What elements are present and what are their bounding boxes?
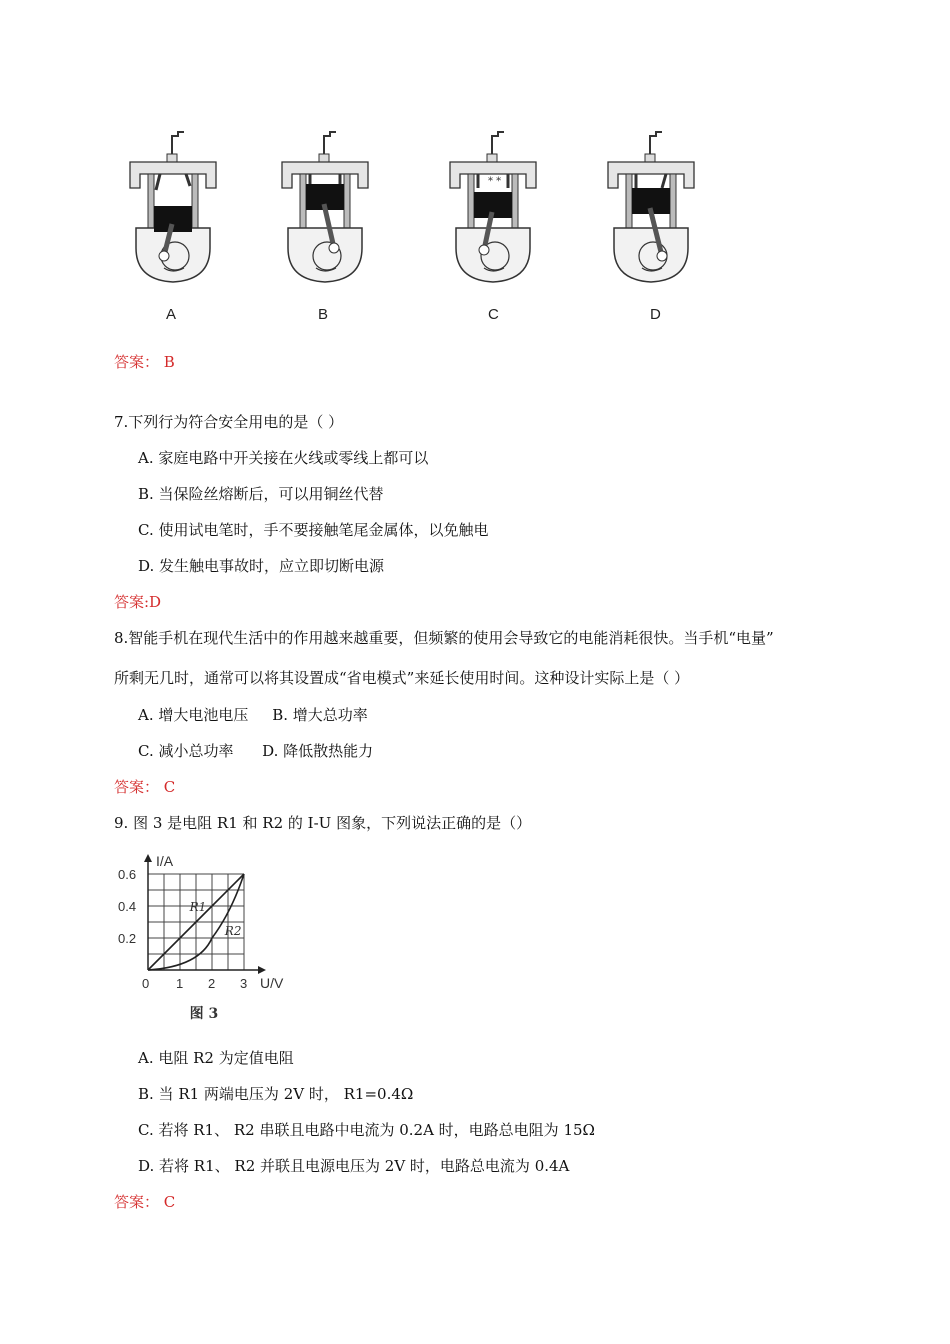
q7-option-c: C. 使用试电笔时，手不要接触笔尾金属体，以免触电 — [138, 521, 489, 539]
y-tick-label: 0.6 — [118, 867, 137, 882]
x-tick-label: 2 — [208, 976, 216, 991]
q7-option-b: B. 当保险丝熔断后，可以用铜丝代替 — [138, 485, 384, 503]
y-tick-label: 0.4 — [118, 899, 137, 914]
q9-option-a: A. 电阻 R2 为定值电阻 — [138, 1049, 294, 1067]
engine-a-icon — [130, 132, 216, 282]
q9-option-b: B. 当 R1 两端电压为 2V 时， R1=0.4Ω — [138, 1085, 414, 1103]
y-axis-arrow — [144, 854, 152, 862]
q7-option-d: D. 发生触电事故时，应立即切断电源 — [138, 557, 385, 575]
q8-options-row2: C. 减小总功率 D. 降低散热能力 — [138, 742, 374, 760]
q8-answer: 答案： C — [114, 778, 176, 796]
engine-label-c: C — [488, 306, 499, 323]
figure-caption: 图 3 — [189, 1006, 219, 1022]
q9-option-c: C. 若将 R1、 R2 串联且电路中电流为 0.2A 时，电路总电阻为 15Ω — [138, 1121, 595, 1139]
q9-option-d: D. 若将 R1、 R2 并联且电源电压为 2V 时，电路总电流为 0.4A — [138, 1157, 570, 1175]
q9-answer: 答案： C — [114, 1193, 176, 1211]
q6-answer: 答案： B — [114, 353, 175, 371]
y-tick-label: 0.2 — [118, 931, 137, 946]
q9-stem: 9. 图 3 是电阻 R1 和 R2 的 I-U 图象，下列说法正确的是（） — [114, 814, 532, 832]
y-axis-label: I/A — [156, 853, 174, 869]
r1-series-label: R1 — [189, 899, 207, 914]
q8-options-row1: A. 增大电池电压 B. 增大总功率 — [138, 706, 368, 724]
x-axis-arrow — [258, 966, 266, 974]
q8-stem-line1: 8.智能手机在现代生活中的作用越来越重要，但频繁的使用会导致它的电能消耗很快。当手机“电量” — [114, 629, 774, 647]
engine-b-icon — [282, 132, 368, 282]
svg-text:* *: * * — [488, 176, 502, 187]
x-tick-label: 1 — [176, 976, 184, 991]
q7-option-a: A. 家庭电路中开关接在火线或零线上都可以 — [138, 449, 429, 467]
q7-stem: 7.下列行为符合安全用电的是（ ） — [114, 413, 344, 431]
x-axis-label: U/V — [260, 975, 284, 991]
engine-c-icon — [450, 132, 536, 282]
x-tick-label: 0 — [142, 976, 150, 991]
engine-d-icon — [608, 132, 694, 282]
q8-stem-line2: 所剩无几时，通常可以将其设置成“省电模式”来延长使用时间。这种设计实际上是（ ） — [114, 669, 690, 687]
q7-answer: 答案:D — [114, 593, 162, 611]
engine-label-d: D — [650, 306, 661, 323]
engine-label-a: A — [166, 306, 177, 323]
r2-series-label: R2 — [224, 923, 242, 938]
x-tick-label: 3 — [240, 976, 248, 991]
engine-strokes-figure — [120, 128, 720, 293]
iu-graph-figure — [112, 842, 312, 1032]
engine-label-b: B — [318, 306, 329, 323]
